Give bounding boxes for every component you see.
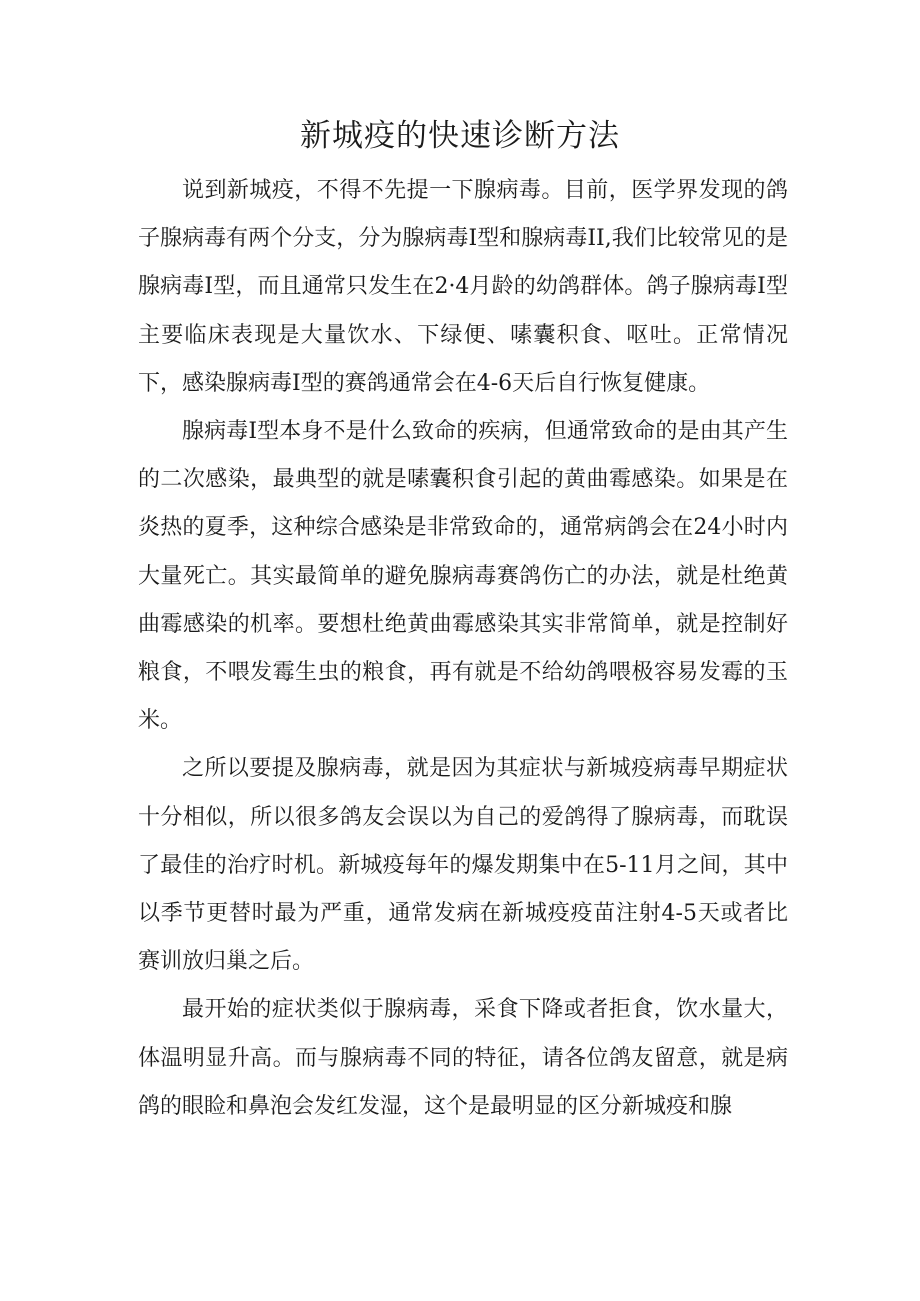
paragraph-2: 腺病毒I型本身不是什么致命的疾病，但通常致命的是由其产生的二次感染，最典型的就是嗉囊积食引起的黄曲霉感染。如果是在炎热的夏季，这种综合感染是非常致命的，通常病鸽会在24小时内大量死亡。其实最简单的避免腺病毒赛鸽伤亡的办法，就是杜绝黄曲霉感染的机率。要想杜绝黄曲霉感染其实非常简单，就是控制好粮食，不喂发霉生虫的粮食，再有就是不给幼鸽喂极容易发霉的玉米。 [138,419,788,734]
document-body [138,167,788,1131]
paragraph-3: 之所以要提及腺病毒，就是因为其症状与新城疫病毒早期症状十分相似，所以很多鸽友会误以为自己的爱鸽得了腺病毒，而耽误了最佳的治疗时机。新城疫每年的爆发期集中在5-11月之间，其中以季节更替时最为严重，通常发病在新城疫疫苗注射4-5天或者比赛训放归巢之后。 [138,756,788,975]
paragraph-4: 最开始的症状类似于腺病毒，采食下降或者拒食，饮水量大，体温明显升高。而与腺病毒不同的特征，请各位鸽友留意，就是病鸽的眼睑和鼻泡会发红发湿，这个是最明显的区分新城疫和腺 [138,997,788,1119]
paragraph-1: 说到新城疫，不得不先提一下腺病毒。目前，医学界发现的鸽子腺病毒有两个分支，分为腺病毒I型和腺病毒II,我们比较常见的是腺病毒I型，而且通常只发生在2·4月龄的幼鸽群体。鸽子腺病毒I型主要临床表现是大量饮水、下绿便、嗉囊积食、呕吐。正常情况下，感染腺病毒I型的赛鸽通常会在4-6天后自行恢复健康。 [138,178,788,396]
document-title: 新城疫的快速诊断方法 [300,118,620,154]
